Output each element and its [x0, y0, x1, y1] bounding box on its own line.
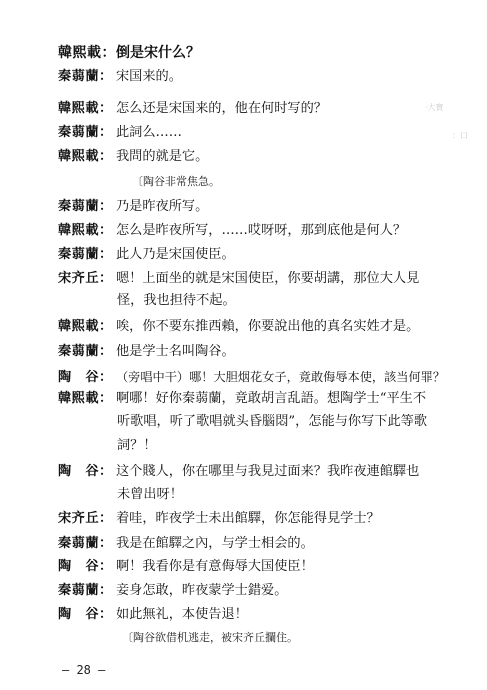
- speaker-name: 陶 谷：: [58, 464, 113, 479]
- speaker-name: 韓熙載：: [58, 149, 113, 164]
- dialogue-line: [58, 246, 475, 264]
- dialogue-line: [58, 100, 475, 118]
- speaker-name: 秦蒻蘭：: [58, 247, 113, 262]
- dialogue-line: [58, 124, 475, 142]
- dialogue-text: 啊哪！好你秦蒻蘭，竟敢胡言乱語。想陶学士“平生不: [116, 391, 427, 406]
- dialogue-line: [58, 510, 475, 528]
- dialogue-line: [58, 606, 475, 624]
- dialogue-text: 嗯！上面坐的就是宋国使臣，你要胡講，那位大人見: [116, 271, 420, 286]
- dialogue-text: 此詞么……: [116, 125, 182, 140]
- bleed-through-text: ·大寶: [425, 103, 444, 112]
- dialogue-text: 唉，你不要东推西賴，你要說出他的真名实姓才是。: [116, 319, 420, 334]
- dialogue-line: [58, 368, 475, 387]
- speaker-name: 韓熙載：: [58, 223, 113, 238]
- speaker-name: 陶 谷：: [58, 607, 113, 622]
- speaker-name: 韓熙載：: [58, 319, 113, 334]
- dialogue-line: [58, 535, 475, 553]
- dialogue-text: 倒是宋什么？: [116, 45, 200, 61]
- dialogue-continuation: 未曾出呀！: [117, 487, 183, 502]
- speaker-name: 秦蒻蘭：: [58, 69, 113, 84]
- speaker-name: 宋齐丘：: [58, 271, 113, 286]
- speaker-name: 秦蒻蘭：: [58, 199, 113, 214]
- page-number: — 28 —: [62, 663, 106, 677]
- speaker-name: 秦蒻蘭：: [58, 125, 113, 140]
- dialogue-text: 着哇，昨夜学士未出館驛，你怎能得見学士？: [116, 511, 380, 526]
- dialogue-line: [58, 463, 475, 481]
- speaker-name: 韓熙載：: [58, 45, 116, 61]
- dialogue-line: [58, 343, 475, 361]
- stage-direction: 〔陶谷欲借机逃走，被宋齐丘攔住。: [122, 631, 298, 644]
- dialogue-continuation: 怪，我也担待不起。: [117, 293, 236, 308]
- dialogue-text: 宋国来的。: [116, 69, 182, 84]
- speaker-name: 陶 谷：: [58, 559, 113, 574]
- dialogue-continuation: 听歌唱，听了歌唱就头昏腦悶”，怎能与你写下此等歌: [117, 414, 428, 429]
- dialogue-text: 我是在館驛之內，与学士相会的。: [116, 536, 314, 551]
- dialogue-line: [58, 148, 475, 166]
- bleed-through-text: ：口: [452, 131, 468, 140]
- speaker-name: 韓熙載：: [58, 101, 113, 116]
- dialogue-line: [58, 582, 475, 600]
- dialogue-text: 怎么是昨夜所写，……哎呀呀，那到底他是何人？: [116, 223, 407, 238]
- dialogue-text: 啊！我看你是有意侮辱大国使臣！: [116, 559, 314, 574]
- speaker-name: 秦蒻蘭：: [58, 583, 113, 598]
- dialogue-text: 怎么还是宋国来的，他在何时写的？: [116, 101, 327, 116]
- dialogue-continuation: 詞？！: [117, 438, 157, 453]
- speaker-name: 韓熙載：: [58, 391, 113, 406]
- dialogue-text: 这个賤人，你在哪里与我見过面来？我昨夜連館驛也: [116, 464, 420, 479]
- dialogue-text: 妾身怎敢，昨夜蒙学士錯爱。: [116, 583, 288, 598]
- dialogue-line: [58, 44, 475, 62]
- dialogue-text: （旁唱中干）哪！大胆烟花女子，竟敢侮辱本使，該当何罪？: [116, 370, 446, 384]
- dialogue-text: 此人乃是宋国使臣。: [116, 247, 235, 262]
- dialogue-line: [58, 222, 475, 240]
- dialogue-line: [58, 390, 475, 408]
- dialogue-line: [58, 558, 475, 576]
- speaker-name: 秦蒻蘭：: [58, 536, 113, 551]
- dialogue-text: 乃是昨夜所写。: [116, 199, 209, 214]
- dialogue-text: 他是学士名叫陶谷。: [116, 344, 235, 359]
- dialogue-line: [58, 318, 475, 336]
- dialogue-line: [58, 68, 475, 86]
- speaker-name: 陶 谷：: [58, 370, 113, 385]
- dialogue-line: [58, 270, 475, 288]
- dialogue-text: 如此無礼，本使告退！: [116, 607, 248, 622]
- speaker-name: 秦蒻蘭：: [58, 344, 113, 359]
- stage-direction: 〔陶谷非常焦急。: [132, 175, 220, 188]
- dialogue-line: [58, 198, 475, 216]
- speaker-name: 宋齐丘：: [58, 511, 113, 526]
- dialogue-text: 我問的就是它。: [116, 149, 209, 164]
